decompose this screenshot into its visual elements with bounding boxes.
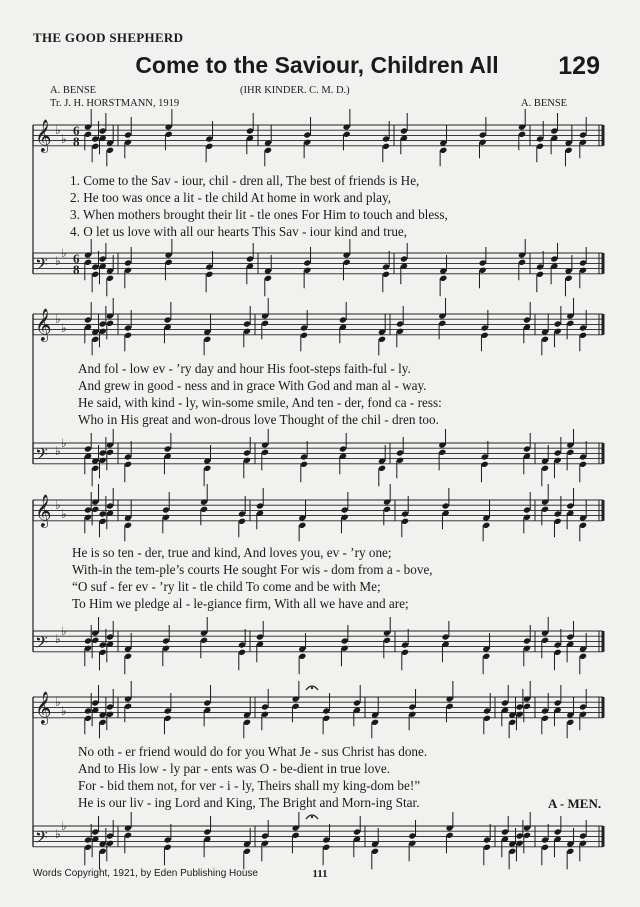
- lyric-line: And to His low - ly par - ents was O - be-dient in true love.: [78, 761, 391, 776]
- fermata-icon-dot: [311, 816, 313, 818]
- flat-icon: ♭: [61, 132, 67, 146]
- lyric-line: He is our liv - ing Lord and King, The Bright and Morn-ing Star.: [78, 795, 420, 810]
- flat-icon: ♭: [61, 624, 67, 638]
- flat-icon: ♭: [61, 246, 67, 260]
- lyrics-system-4: [78, 743, 578, 811]
- time-signature-bottom: 8: [73, 134, 80, 149]
- flat-icon: ♭: [55, 695, 61, 709]
- amen-label: A - MEN.: [548, 796, 602, 811]
- lyric-line: He is so ten - der, true and kind, And loves you, ev - ’ry one;: [72, 545, 392, 560]
- lyric-line: He said, with kind - ly, win-some smile, And ten - der, fond ca - ress:: [78, 395, 442, 410]
- treble-clef-icon: 𝄞: [35, 493, 52, 527]
- flat-icon: ♭: [55, 827, 61, 841]
- flat-icon: ♭: [55, 632, 61, 646]
- author-credit: A. BENSE: [50, 85, 97, 96]
- treble-clef-icon: 𝄞: [35, 690, 52, 724]
- tune-name: (IHR KINDER. C. M. D.): [240, 85, 350, 96]
- flat-icon: ♭: [55, 312, 61, 326]
- lyric-line: And grew in good - ness and in grace With God and man al - way.: [78, 378, 427, 393]
- bass-clef-icon: 𝄢: [35, 253, 48, 278]
- time-signature-bottom: 8: [73, 262, 80, 277]
- lyric-line: To Him we pledge al - le-giance firm, With all we have and are;: [72, 596, 409, 611]
- lyric-line: And fol - low ev - ’ry day and hour His foot-steps faith-ful - ly.: [78, 361, 411, 376]
- flat-icon: ♭: [61, 321, 67, 335]
- composer-credit: A. BENSE: [521, 98, 568, 109]
- lyric-line: “O suf - fer ev - ’ry lit - tle child To come and be with Me;: [72, 579, 381, 594]
- translator-credit: Tr. J. H. HORSTMANN, 1919: [50, 98, 180, 109]
- flat-icon: ♭: [55, 254, 61, 268]
- flat-icon: ♭: [55, 444, 61, 458]
- treble-clef-icon: 𝄞: [35, 118, 52, 152]
- lyric-line: 1. Come to the Sav - iour, chil - dren all, The best of friends is He,: [70, 173, 420, 188]
- time-signature-top: 6: [73, 123, 80, 138]
- lyric-line: 2. He too was once a lit - tle child At home in work and play,: [70, 190, 392, 205]
- bass-clef-icon: 𝄢: [35, 443, 48, 468]
- lyric-line: With-in the tem-ple’s courts He sought For wis - dom from a - bove,: [72, 562, 433, 577]
- flat-icon: ♭: [55, 123, 61, 137]
- time-signature-top: 6: [73, 251, 80, 266]
- page-number: 111: [312, 868, 328, 880]
- flat-icon: ♭: [61, 819, 67, 833]
- lyrics-system-3: [72, 544, 572, 612]
- section-heading: THE GOOD SHEPHERD: [33, 30, 184, 45]
- lyric-line: For - bid them not, for ver - i - ly, Theirs shall my king-dom be!”: [78, 778, 421, 793]
- lyrics-system-2: [78, 360, 578, 428]
- hymn-title-text: Come to the Saviour, Children All: [135, 52, 499, 78]
- flat-icon: ♭: [55, 498, 61, 512]
- fermata-icon-dot: [311, 687, 313, 689]
- lyric-line: No oth - er friend would do for you What Je - sus Christ has done.: [78, 744, 428, 759]
- lyrics-system-1: [70, 172, 570, 240]
- copyright-notice: Words Copyright, 1921, by Eden Publishing House: [33, 868, 258, 879]
- lyric-line: Who in His great and won-drous love Thought of the chil - dren too.: [78, 412, 439, 427]
- treble-clef-icon: 𝄞: [35, 307, 52, 341]
- lyric-line: 4. O let us love with all our hearts This Sav - iour kind and true,: [70, 224, 408, 239]
- bass-clef-icon: 𝄢: [35, 631, 48, 656]
- bass-clef-icon: 𝄢: [35, 826, 48, 851]
- lyric-line: 3. When mothers brought their lit - tle ones For Him to touch and bless,: [70, 207, 448, 222]
- flat-icon: ♭: [61, 436, 67, 450]
- flat-icon: ♭: [61, 704, 67, 718]
- flat-icon: ♭: [61, 507, 67, 521]
- hymn-number: 129: [558, 52, 600, 80]
